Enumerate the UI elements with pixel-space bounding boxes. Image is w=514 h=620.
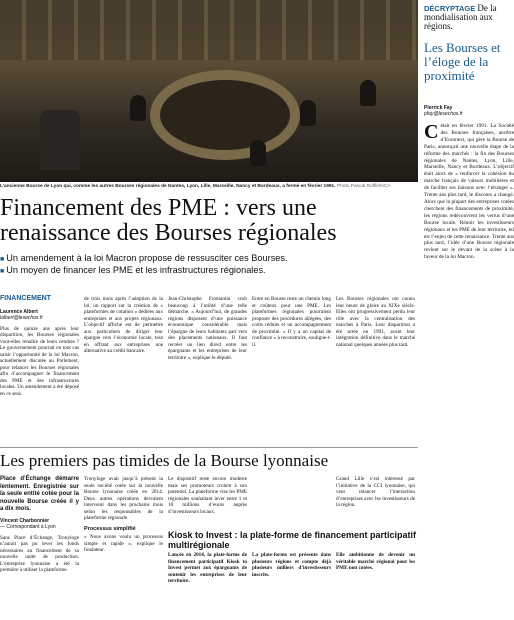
article-column-4: Entre en Bourse reste un chemin long et coûteux pour une PME. Les plateformes régionales pourraient proposer des procédures allégées, des coûts réduits et un accompagnement de proximité. « Il y a un capital de confiance » à reconstruire, souligne-t-il. (252, 296, 331, 348)
photo-wall (0, 0, 418, 60)
sidebar-tag-sub: De la mondialisation aux régions. (424, 3, 497, 31)
photo-trading-ring (150, 70, 300, 160)
section2-column-3: Le dispositif reste encore modeste mais ses promoteurs croient à son potentiel. La plateforme vise les PME régionales souhaitant lever entre 1 et 10 millions d’euros auprès d’investisseurs locaux. (168, 476, 247, 515)
section2-subhead: Processus simplifié (84, 525, 136, 532)
sidebar-title: Les Bourses et l’éloge de la proximité (424, 40, 501, 83)
sidebar-body: Cétait en février 1991. La Société des Bourses françaises, ancêtre d’Euronext, qui gère la Bourse de Paris, annonçait une nouvelle étape de la réforme des marchés : la fin des Bourses régionales de Nantes, Lyon, Lille, Marseille, Nancy et Bordeaux. L’objectif était alors de « renforcer la cohésion du marché français de valeurs mobilières et de faciliter ses liaisons avec l’étranger ». Trente ans plus tard, le discours a changé. Alors que la plupart des entreprises cotées cherchent des financements de proximité, les régions redécouvrent les vertus d’une Bourse locale. Réunir les investisseurs régionaux et les PME de leur territoire, tel est l’enjeu de cette renaissance. Trente ans plus tard, l’idée d’une Bourse régionale revient sur le devant de la scène à la faveur de la loi Macron. (424, 121, 514, 261)
author-email: lalbert@lesechos.fr (0, 315, 43, 321)
author: Laurence Albert (0, 308, 38, 315)
section-title: Les premiers pas timides de la Bourse lyonnaise (0, 451, 329, 470)
section-divider (0, 447, 418, 448)
kiosk-title: Kiosk to Invest : la plate-forme de financement participatif multirégionale (168, 530, 417, 550)
kiosk-body (168, 552, 418, 620)
section2-column-1 (0, 476, 79, 574)
bullet-list (0, 253, 418, 277)
sidebar-tag-label: DÉCRYPTAGE (424, 4, 476, 13)
article-column-5: Les Bourses régionales ont connu leur heure de gloire au XIXe siècle. Elles ont progressivement perdu leur rôle avec la centralisation des marchés à Paris. Leur disparition a été actée en 1991, avant leur intégration définitive dans le marché national quelques années plus tard. (336, 296, 415, 348)
kiosk-column-3: Elle ambitionne de devenir un véritable marché régional pour les PME non cotées. (336, 552, 415, 571)
sidebar (424, 0, 514, 620)
section2-column-2: Tronyloge avait jusqu’à présent la seule société cotée sur la nouvelle Bourse lyonnaise créée en 2014. Deux autres opérations devraient intervenir dans les prochains mois selon les responsables de la plateforme régionale. Processus simplifié « Nous avons voulu un processus simple et rapide », explique le fondateur. (84, 476, 163, 553)
kicker: FINANCEMENT (0, 295, 51, 302)
article-column-1 (0, 296, 79, 397)
headline: Financement des PME : vers une renaissance des Bourses régionales (0, 195, 337, 246)
photo-figure (360, 80, 376, 106)
photo-figure (300, 100, 316, 126)
bullet-item: ■ Un moyen de financer les PME et les infrastructures régionales. (0, 265, 418, 277)
article-column-2: de trois mois après l’adoption de la loi, un rapport sur la création de « plateformes de cotation » dédiées aux entreprises et aux projets régionaux. L’objectif affiché est de permettre aux particuliers de diriger leur épargne vers l’économie locale, tout en offrant aux entreprises une alternative au crédit bancaire. (84, 296, 163, 354)
photo-figure (130, 95, 146, 121)
article-text: Plus de quinze ans après leur disparition, les Bourses régionales vont-elles renaître de leurs cendres ? Le gouvernement pourrait en tout cas saisir l’opportunité de la loi Macron, actuellement discutée au Parlement, pour relancer les Bourses régionales afin d’accompagner le financement des PME et des infrastructures locales. Un amendement a été déposé en ce sens. (0, 325, 79, 397)
kiosk-column-1: Lancée en 2014, la plate-forme de financement participatif Kiosk to Invest permet aux épargnants de soutenir les entreprises de leur territoire. (168, 552, 247, 584)
photo-caption: L’ancienne Bourse de Lyon qui, comme les autres Bourses régionales de Nantes, Lyon, Lille, Marseille, Nancy et Bordeaux, a fermé en février 1991. Photo Pascal Ruffié/NCA (0, 184, 391, 189)
kiosk-column-2: La plate-forme est présente dans plusieurs régions et compte déjà plusieurs milliers d’investisseurs inscrits. (252, 552, 331, 578)
photo-figure (250, 140, 266, 166)
section2-lead: Place d’Échange démarre lentement. Enregistrée sur la seule entité cotée pour la nouvelle Bourse créée il y a dix mois. (0, 476, 79, 512)
section2-column-5: Grand Lille s’est intéressé par l’initiative de la CCI lyonnaise, qui veut relancer l’interaction d’entreprises avec les investisseurs de la région. (336, 476, 415, 508)
bullet-item: ■ Un amendement à la loi Macron propose de ressusciter ces Bourses. (0, 253, 418, 265)
photo-figure (40, 110, 80, 170)
section2-text: Sans Place d’Échange, Tronyloge n’aurait pas pu lever les fonds nécessaires au financement de sa nouvelle unité de production. L’entreprise lyonnaise a été la première à utiliser la plateforme. (0, 534, 79, 573)
section2-author: Vincent Charbonnier (0, 517, 50, 524)
section2-author-location: — Correspondant à Lyon (0, 524, 56, 530)
article-photo (0, 0, 418, 182)
article-column-3: Jean-Christophe Fromantin croit beaucoup à l’utilité d’une telle démarche. « Aujourd’hui, de grandes régions disposent d’une puissance économique considérable mais l’épargne de leurs habitants part vers des placements nationaux. Il faut recréer un lien direct entre les épargnants et les entreprises de leur territoire », explique le député. (168, 296, 247, 361)
article-columns (0, 296, 418, 446)
sidebar-author: Pierrick Fay pfay@lesechos.fr (424, 105, 463, 117)
sidebar-tag (424, 4, 514, 31)
